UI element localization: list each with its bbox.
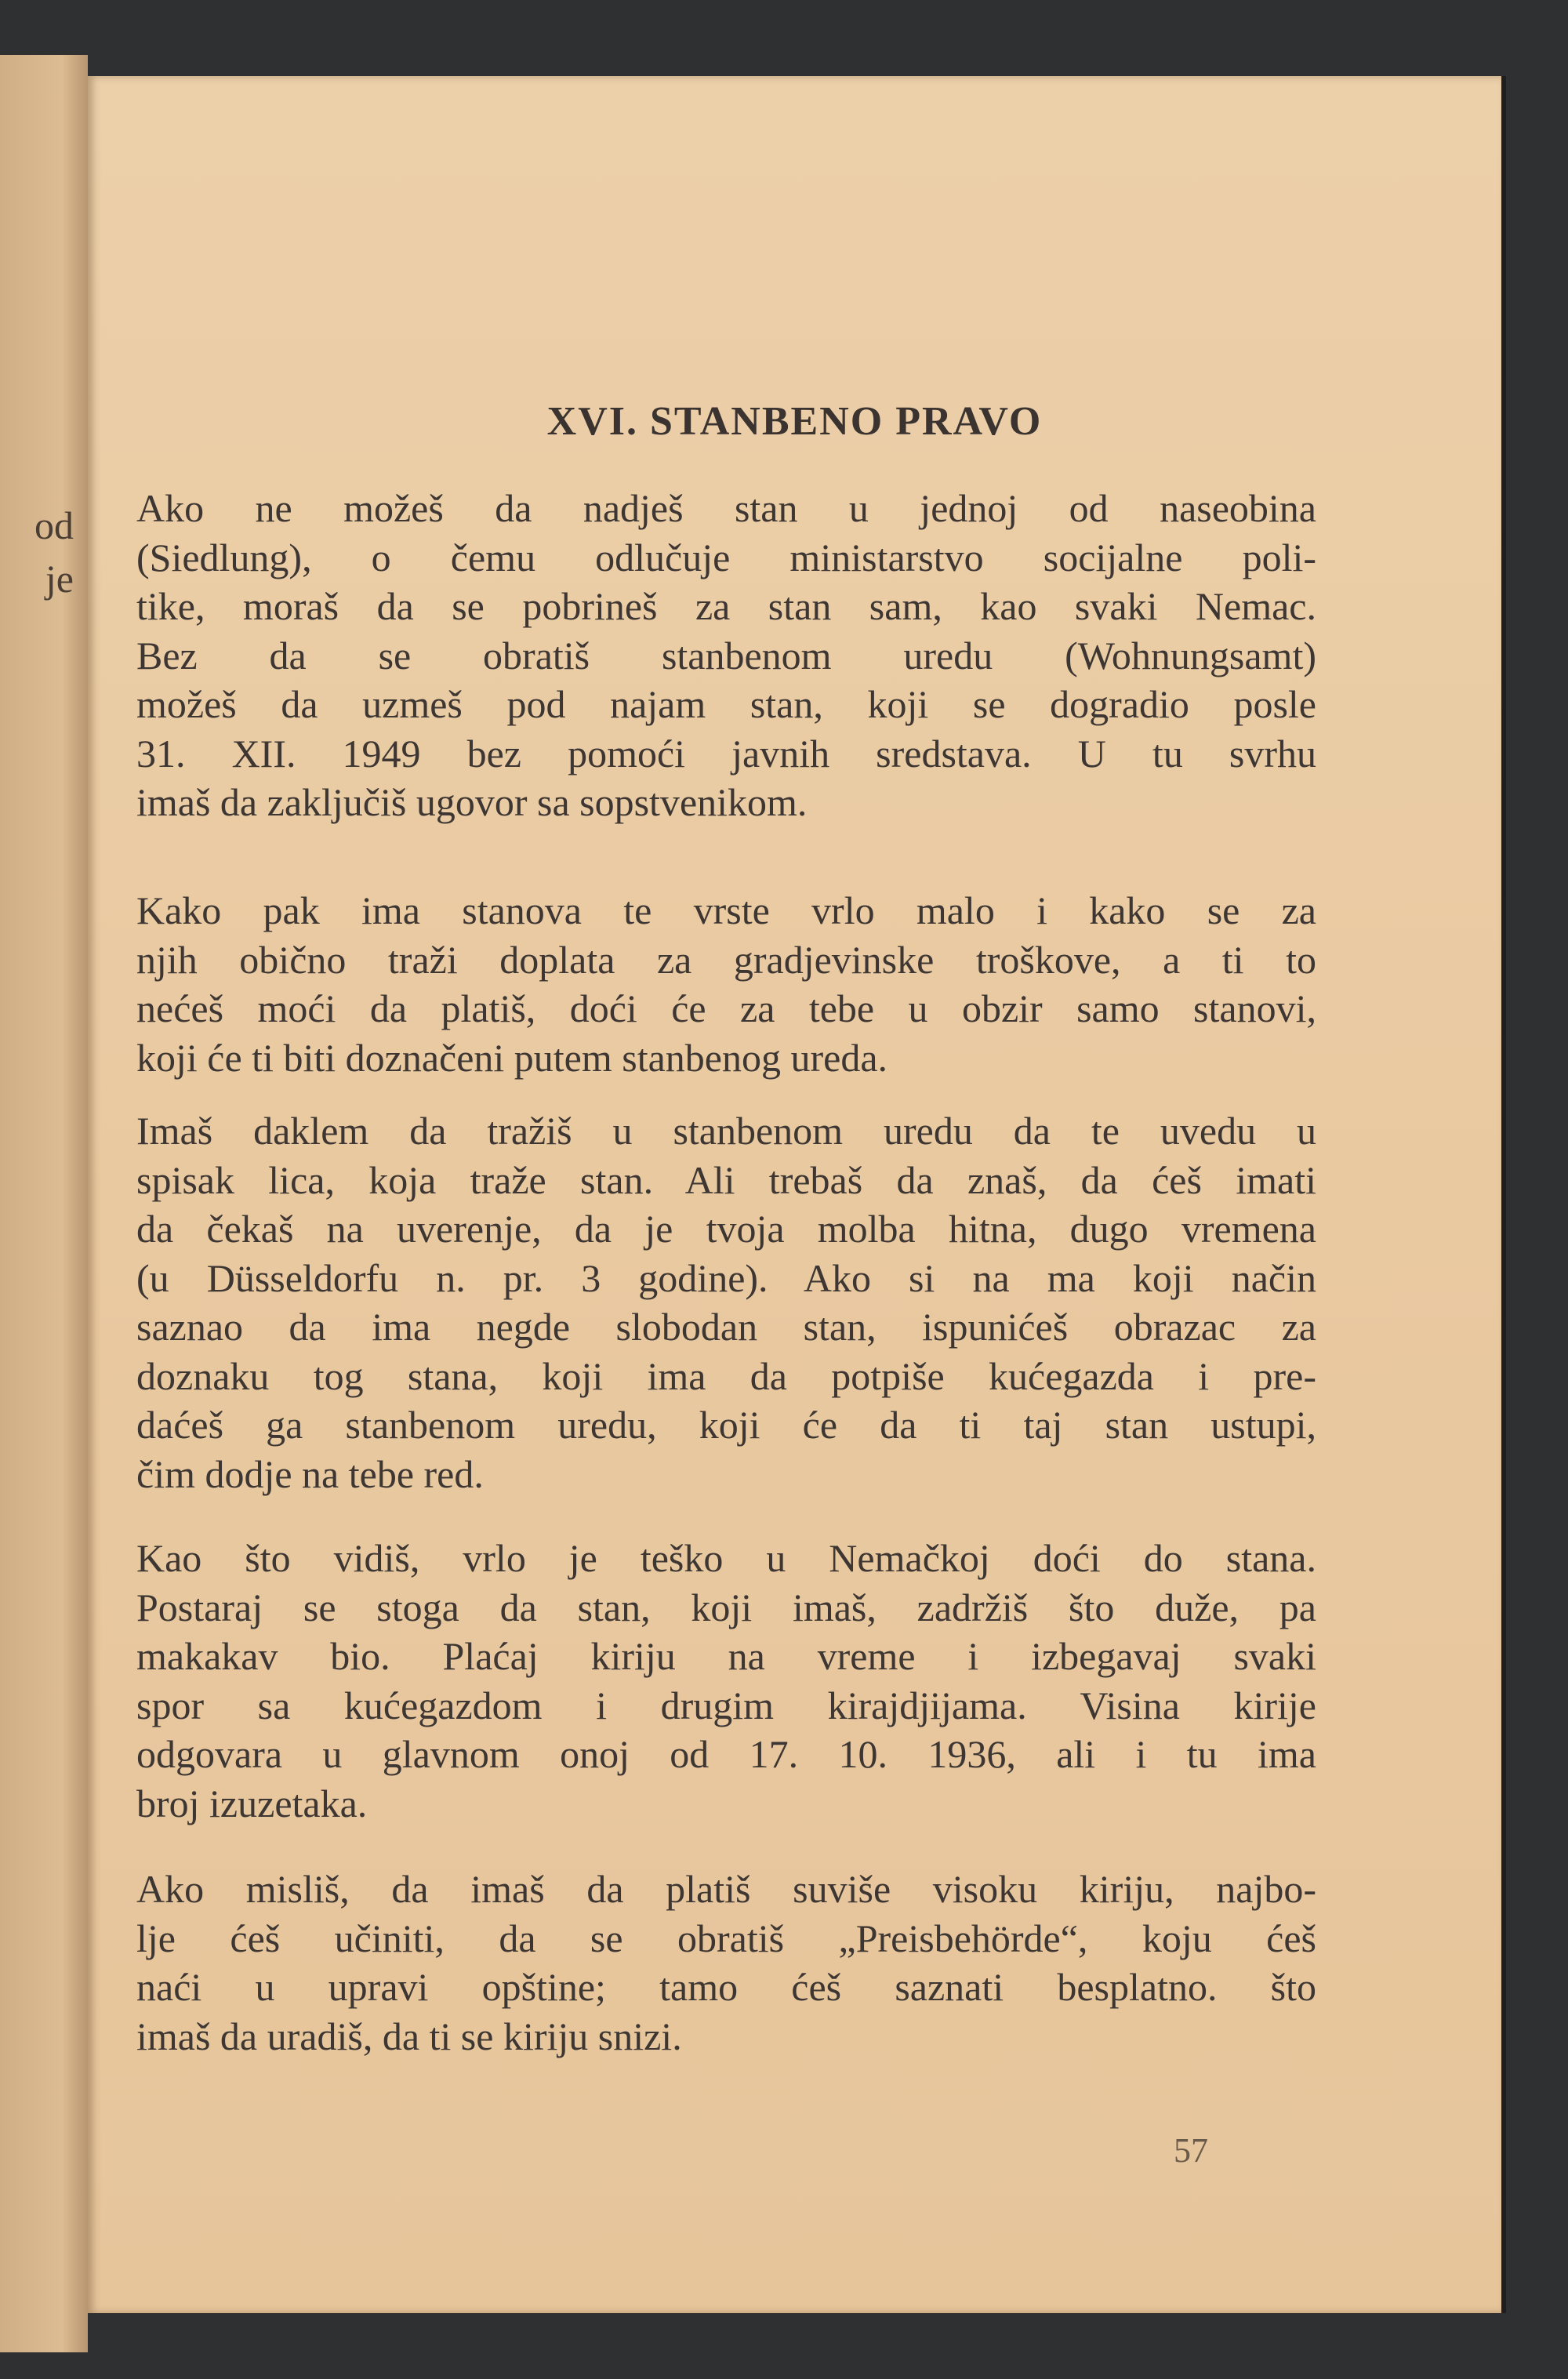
text-line: (Siedlung), o čemu odlučuje ministarstvo socijalne poli-: [136, 535, 1316, 579]
text-line: Ako misliš, da imaš da platiš suviše visoku kiriju, najbo-: [136, 1867, 1316, 1911]
text-line: nećeš moći da platiš, doći će za tebe u obzir samo stanovi,: [136, 986, 1316, 1030]
text-line: broj izuzetaka.: [136, 1781, 368, 1825]
text-line: Imaš daklem da tražiš u stanbenom uredu da te uvedu u: [136, 1109, 1316, 1153]
text-line: tike, moraš da se pobrineš za stan sam, kao svaki Nemac.: [136, 584, 1316, 628]
page-number: 57: [1174, 2131, 1208, 2170]
text-line: imaš da uradiš, da ti se kiriju snizi.: [136, 2014, 682, 2058]
paragraph-5: [136, 1865, 1316, 2061]
left-page-fragment: od: [34, 503, 74, 547]
book-page: [88, 76, 1506, 2313]
text-line: lje ćeš učiniti, da se obratiš „Preisbehörde“, koju ćeš: [136, 1916, 1316, 1960]
text-line: spisak lica, koja traže stan. Ali trebaš da znaš, da ćeš imati: [136, 1157, 1316, 1202]
paragraph-4: [136, 1534, 1316, 1828]
text-line: 31. XII. 1949 bez pomoći javnih sredstava. U tu svrhu: [136, 731, 1316, 775]
paragraph-1: [136, 484, 1316, 827]
text-line: koji će ti biti doznačeni putem stanbenog ureda.: [136, 1035, 888, 1080]
chapter-title: XVI. STANBENO PRAVO: [546, 399, 1043, 444]
paragraph-2: [136, 886, 1316, 1082]
text-line: njih obično traži doplata za gradjevinske troškove, a ti to: [136, 937, 1316, 982]
text-line: (u Düsseldorfu n. pr. 3 godine). Ako si na ma koji način: [136, 1255, 1316, 1300]
text-line: Kao što vidiš, vrlo je teško u Nemačkoj doći do stana.: [136, 1536, 1316, 1580]
text-line: odgovara u glavnom onoj od 17. 10. 1936, ali i tu ima: [136, 1732, 1316, 1776]
text-line: spor sa kućegazdom i drugim kirajdjijama. Visina kirije: [136, 1683, 1316, 1727]
left-page-fragment: je: [45, 557, 74, 601]
text-line: Postaraj se stoga da stan, koji imaš, zadržiš što duže, pa: [136, 1585, 1316, 1629]
text-line: možeš da uzmeš pod najam stan, koji se dogradio posle: [136, 682, 1316, 726]
text-line: saznao da ima negde slobodan stan, ispunićeš obrazac za: [136, 1305, 1316, 1349]
text-line: Bez da se obratiš stanbenom uredu (Wohnungsamt): [136, 633, 1316, 677]
text-line: doznaku tog stana, koji ima da potpiše kućegazda i pre-: [136, 1353, 1316, 1398]
text-line: Kako pak ima stanova te vrste vrlo malo i kako se za: [136, 888, 1316, 932]
text-line: naći u upravi opštine; tamo ćeš saznati besplatno. što: [136, 1965, 1316, 2009]
text-line: čim dodje na tebe red.: [136, 1451, 484, 1496]
text-line: daćeš ga stanbenom uredu, koji će da ti taj stan ustupi,: [136, 1403, 1316, 1447]
left-page-edge: [0, 55, 88, 2352]
text-line: makakav bio. Plaćaj kiriju na vreme i izbegavaj svaki: [136, 1634, 1316, 1678]
paragraph-3: [136, 1106, 1316, 1498]
text-line: imaš da zaključiš ugovor sa sopstvenikom.: [136, 780, 808, 824]
text-line: da čekaš na uverenje, da je tvoja molba hitna, dugo vremena: [136, 1207, 1316, 1251]
text-line: Ako ne možeš da nadješ stan u jednoj od naseobina: [136, 486, 1316, 530]
